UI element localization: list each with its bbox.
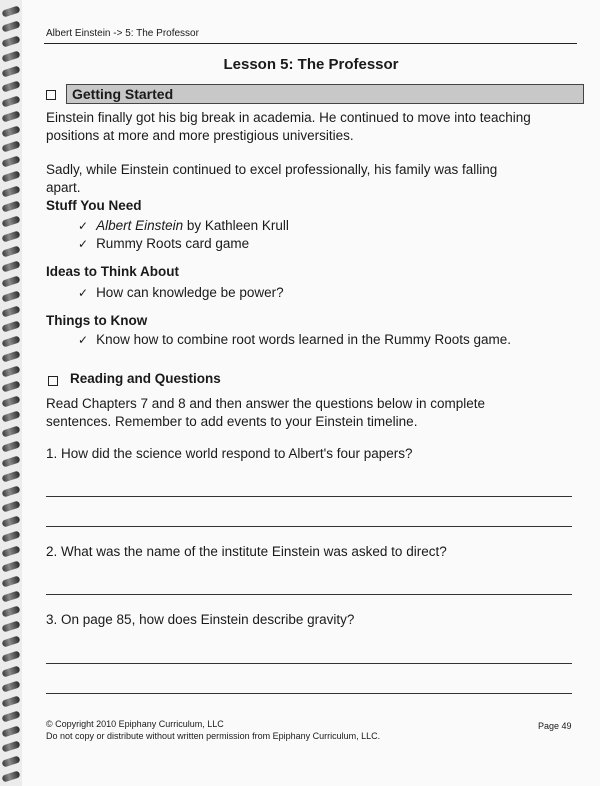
answer-line[interactable] [46, 594, 572, 595]
book-author: by Kathleen Krull [183, 218, 289, 233]
checkmark-icon: ✓ [78, 237, 89, 251]
spiral-coil [1, 260, 20, 272]
spiral-coil [1, 425, 20, 437]
spiral-coil [1, 170, 20, 182]
header-rule [44, 43, 577, 44]
spiral-coil [1, 665, 20, 677]
spiral-coil [1, 185, 20, 197]
spiral-coil [1, 515, 20, 527]
list-item-text: Rummy Roots card game [96, 236, 250, 251]
permission-text: Do not copy or distribute without written permission from Epiphany Curriculum, LLC. [46, 731, 381, 741]
spiral-coil [1, 485, 20, 497]
spiral-coil [1, 275, 20, 287]
text-line: Einstein finally got his big break in academia. He continued to move into teaching [46, 110, 531, 125]
things-to-know-heading: Things to Know [46, 313, 148, 328]
stuff-you-need-heading: Stuff You Need [46, 198, 142, 213]
spiral-coil [1, 575, 20, 587]
copyright-text: © Copyright 2010 Epiphany Curriculum, LLC [46, 719, 224, 729]
checkmark-icon: ✓ [78, 333, 89, 347]
spiral-coil [1, 710, 20, 722]
spiral-coil [1, 95, 20, 107]
spiral-coil [1, 65, 20, 77]
text-line: positions at more and more prestigious universities. [46, 128, 354, 143]
spiral-coil [1, 35, 20, 47]
spiral-coil [1, 155, 20, 167]
spiral-coil [1, 20, 20, 32]
spiral-coil [1, 320, 20, 332]
spiral-coil [1, 440, 20, 452]
checkmark-icon: ✓ [78, 219, 89, 233]
spiral-coil [1, 230, 20, 242]
spiral-coil [1, 215, 20, 227]
ideas-heading: Ideas to Think About [46, 264, 179, 279]
list-item [78, 235, 249, 253]
spiral-coil [1, 140, 20, 152]
spiral-coil [1, 110, 20, 122]
spiral-coil [1, 470, 20, 482]
spiral-coil [1, 770, 20, 782]
text-line: apart. [46, 180, 81, 195]
reading-checkbox[interactable] [48, 372, 58, 390]
spiral-coil [1, 395, 20, 407]
page-number: Page 49 [538, 721, 572, 731]
answer-line[interactable] [46, 526, 572, 527]
answer-line[interactable] [46, 663, 572, 664]
spiral-coil [1, 350, 20, 362]
spiral-coil [1, 305, 20, 317]
running-header: Albert Einstein -> 5: The Professor [46, 28, 199, 39]
spiral-coil [1, 680, 20, 692]
spiral-coil [1, 725, 20, 737]
spiral-coil [1, 5, 20, 17]
answer-line[interactable] [46, 496, 572, 497]
spiral-coil [1, 500, 20, 512]
spiral-coil [1, 545, 20, 557]
reading-heading: Reading and Questions [70, 371, 221, 386]
spiral-coil [1, 620, 20, 632]
footer-notice [46, 718, 380, 742]
spiral-coil [1, 380, 20, 392]
spiral-coil [1, 290, 20, 302]
getting-started-checkbox[interactable] [46, 86, 56, 104]
question-1: 1. How did the science world respond to Albert's four papers? [46, 446, 413, 461]
list-item [78, 331, 511, 349]
reading-instructions [46, 395, 485, 431]
spiral-coil [1, 410, 20, 422]
spiral-coil [1, 740, 20, 752]
checkmark-icon: ✓ [78, 286, 89, 300]
question-3: 3. On page 85, how does Einstein describe gravity? [46, 612, 355, 627]
spiral-coil [1, 560, 20, 572]
intro-paragraph-1 [46, 109, 531, 145]
getting-started-heading: Getting Started [72, 86, 174, 102]
text-line: Read Chapters 7 and 8 and then answer the questions below in complete [46, 396, 486, 411]
text-line: Sadly, while Einstein continued to excel professionally, his family was falling [46, 162, 498, 177]
spiral-coil [1, 455, 20, 467]
list-item [78, 217, 289, 235]
spiral-coil [1, 590, 20, 602]
intro-paragraph-2 [46, 161, 497, 197]
book-title: Albert Einstein [96, 218, 184, 233]
spiral-coil [1, 245, 20, 257]
spiral-coil [1, 605, 20, 617]
text-line: sentences. Remember to add events to your Einstein timeline. [46, 414, 418, 429]
worksheet-page [22, 0, 600, 786]
spiral-coil [1, 650, 20, 662]
question-2: 2. What was the name of the institute Einstein was asked to direct? [46, 544, 447, 559]
spiral-coil [1, 755, 20, 767]
spiral-binding [0, 0, 22, 786]
spiral-coil [1, 335, 20, 347]
list-item-text: Know how to combine root words learned in the Rummy Roots game. [96, 332, 512, 347]
spiral-coil [1, 695, 20, 707]
spiral-coil [1, 530, 20, 542]
spiral-coil [1, 50, 20, 62]
spiral-coil [1, 125, 20, 137]
answer-line[interactable] [46, 693, 572, 694]
spiral-coil [1, 635, 20, 647]
page-title: Lesson 5: The Professor [223, 56, 399, 73]
list-item-text: How can knowledge be power? [96, 285, 284, 300]
spiral-coil [1, 200, 20, 212]
list-item [78, 284, 284, 302]
spiral-coil [1, 80, 20, 92]
spiral-coil [1, 365, 20, 377]
